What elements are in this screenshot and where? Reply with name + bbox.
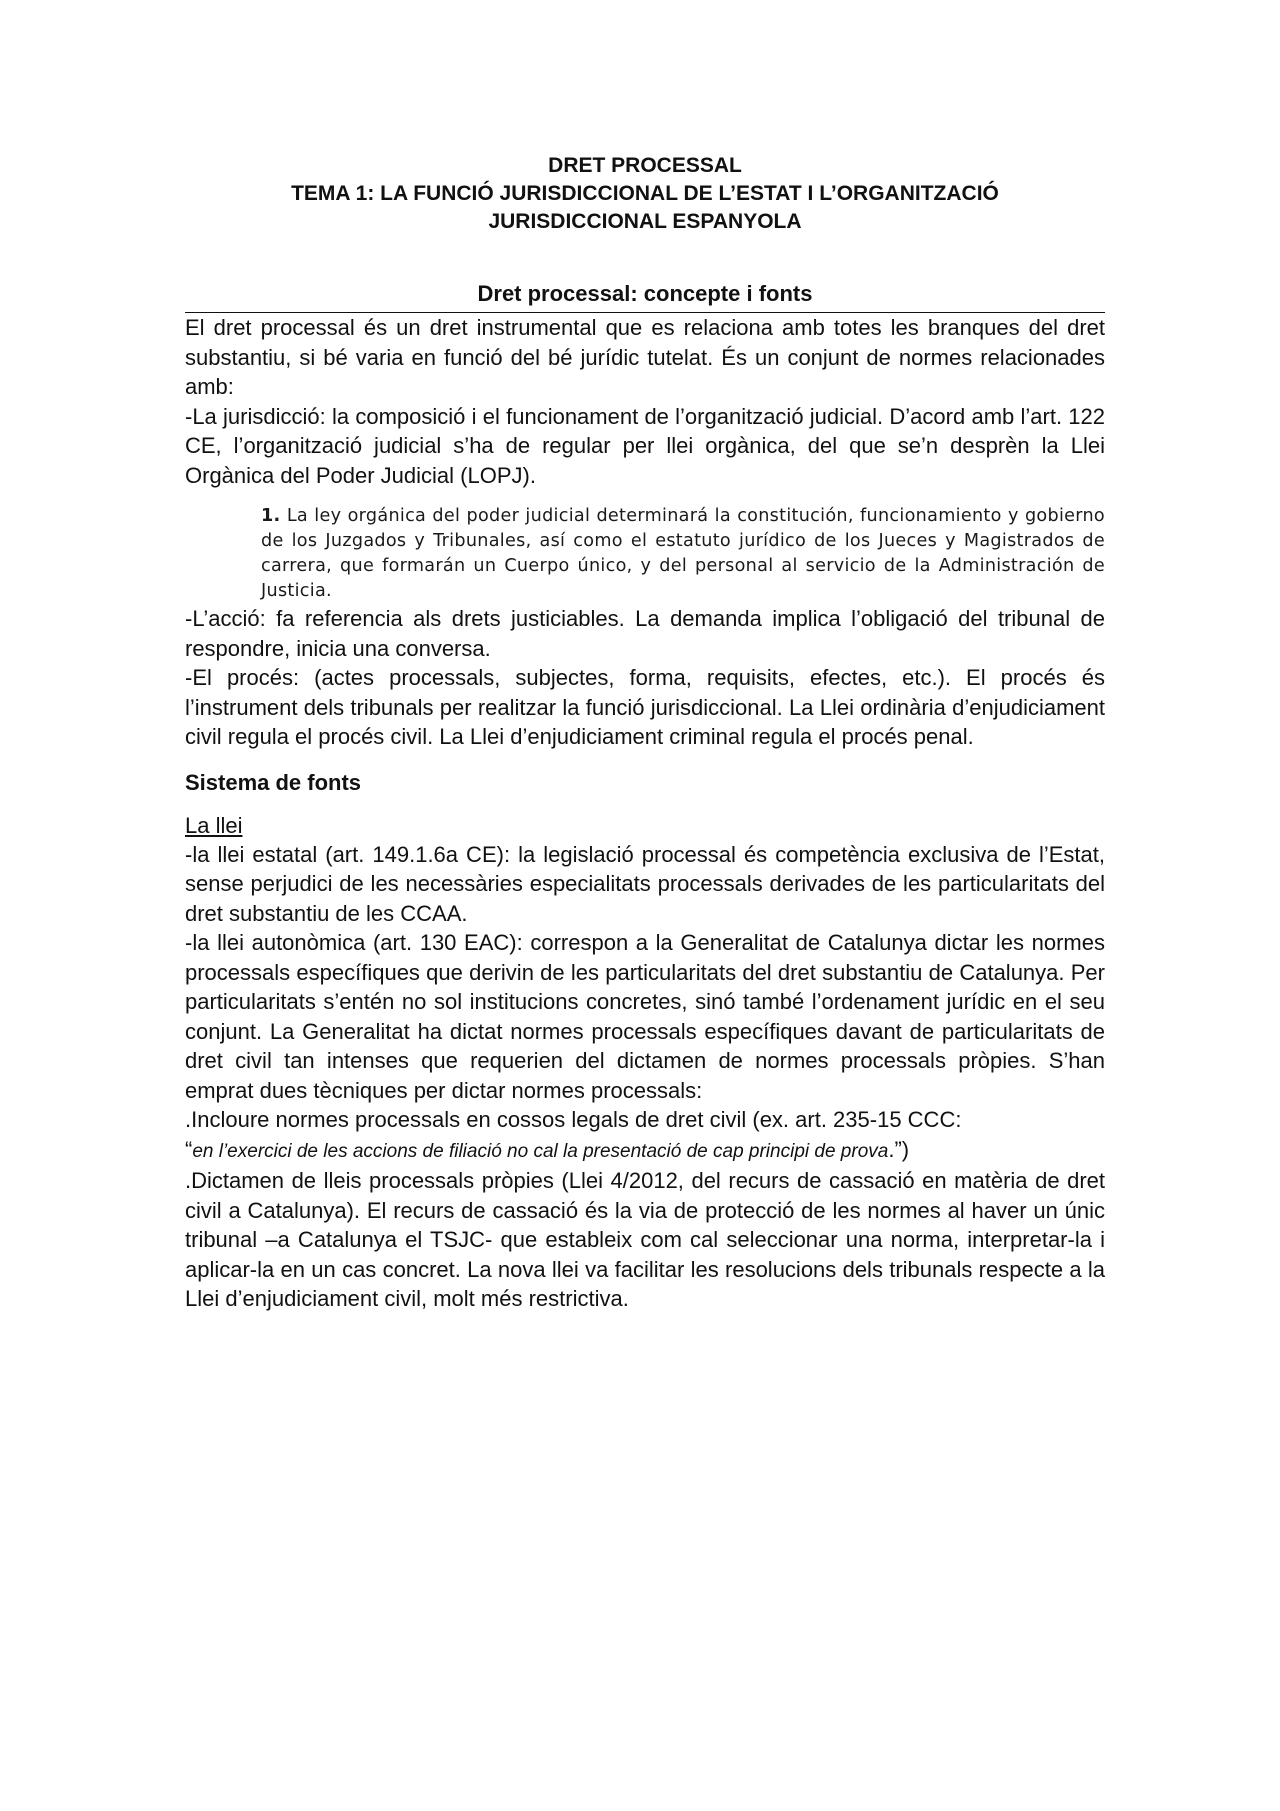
tecnica-1-quote-open: “ xyxy=(185,1136,193,1162)
document-content xyxy=(185,152,1105,1314)
sistema-fonts-heading: Sistema de fonts xyxy=(185,769,362,795)
lopj-quote xyxy=(261,504,1105,604)
title-line-3: JURISDICCIONAL ESPANYOLA xyxy=(488,210,802,233)
llei-estatal-paragraph: -la llei estatal (art. 149.1.6a CE): la legislació processal és competència exclusiva de l’Estat, sense perjudici de les necessàries especialitats processals derivades de les particularitats del dret substantiu de les CCAA. xyxy=(185,841,1105,926)
llei-autonomica-paragraph: -la llei autonòmica (art. 130 EAC): correspon a la Generalitat de Catalunya dictar les normes processals específiques que derivin de les particularitats del dret substantiu de Catalunya. Per particularitats s’entén no sol institucions concretes, sinó també l’ordenament jurídic en el seu conjunt. La Generalitat ha dictat normes processals específiques davant de particularitats de dret civil tan intenses que requerien del dictamen de normes processals pròpies. S’han emprat dues tècniques per dictar normes processals: xyxy=(185,930,1105,1103)
title-line-1: DRET PROCESSAL xyxy=(548,154,742,177)
tecnica-1-quote: en l’exercici de les accions de filiació no cal la presentació de cap principi de prova xyxy=(192,1140,889,1162)
la-llei-subheading: La llei xyxy=(185,812,243,838)
accio-paragraph: -L’acció: fa referencia als drets justiciables. La demanda implica l’obligació del tribunal de respondre, inicia una conversa. xyxy=(185,606,1105,661)
document-title xyxy=(185,152,1105,236)
title-line-2: TEMA 1: LA FUNCIÓ JURISDICCIONAL DE L’ESTAT I L’ORGANITZACIÓ xyxy=(291,182,999,205)
section-heading-concepte: Dret processal: concepte i fonts xyxy=(185,280,1105,313)
tecnica-1-quote-close: .”) xyxy=(888,1136,910,1162)
jurisdiccio-paragraph: -La jurisdicció: la composició i el funcionament de l’organització judicial. D’acord amb l’art. 122 CE, l’organització judicial s’ha de regular per llei orgànica, del que se’n desprèn la Llei Orgànica del Poder Judicial (LOPJ). xyxy=(185,403,1105,488)
quote-text: La ley orgánica del poder judicial determinará la constitución, funcionamiento y gobierno de los Juzgados y Tribunales, así como el estatuto jurídico de los Jueces y Magistrados de carrera, que formarán un Cuerpo único, y del personal al servicio de la Administración de Justicia. xyxy=(261,506,1105,601)
tecnica-1-lead: .Incloure normes processals en cossos legals de dret civil (ex. art. 235-15 CCC: xyxy=(185,1107,962,1132)
tecnica-2-paragraph: .Dictamen de lleis processals pròpies (Llei 4/2012, del recurs de cassació en matèria de dret civil a Catalunya). El recurs de cassació és la via de protecció de les normes al haver un únic tribunal –a Catalunya el TSJC- que estableix com cal seleccionar una norma, interpretar-la i aplicar-la en un cas concret. La nova llei va facilitar les resolucions dels tribunals respecte a la Llei d’enjudiciament civil, molt més restrictiva. xyxy=(185,1168,1105,1311)
quote-number: 1. xyxy=(261,506,281,526)
proces-paragraph: -El procés: (actes processals, subjectes, forma, requisits, efectes, etc.). El procés és l’instrument dels tribunals per realitzar la funció jurisdiccional. La Llei ordinària d’enjudiciament civil regula el procés civil. La Llei d’enjudiciament criminal regula el procés penal. xyxy=(185,665,1105,749)
intro-paragraph: El dret processal és un dret instrumental que es relaciona amb totes les branques del dret substantiu, si bé varia en funció del bé jurídic tutelat. És un conjunt de normes relacionades amb: xyxy=(185,315,1105,399)
tecnica-1-paragraph xyxy=(185,1105,1105,1166)
